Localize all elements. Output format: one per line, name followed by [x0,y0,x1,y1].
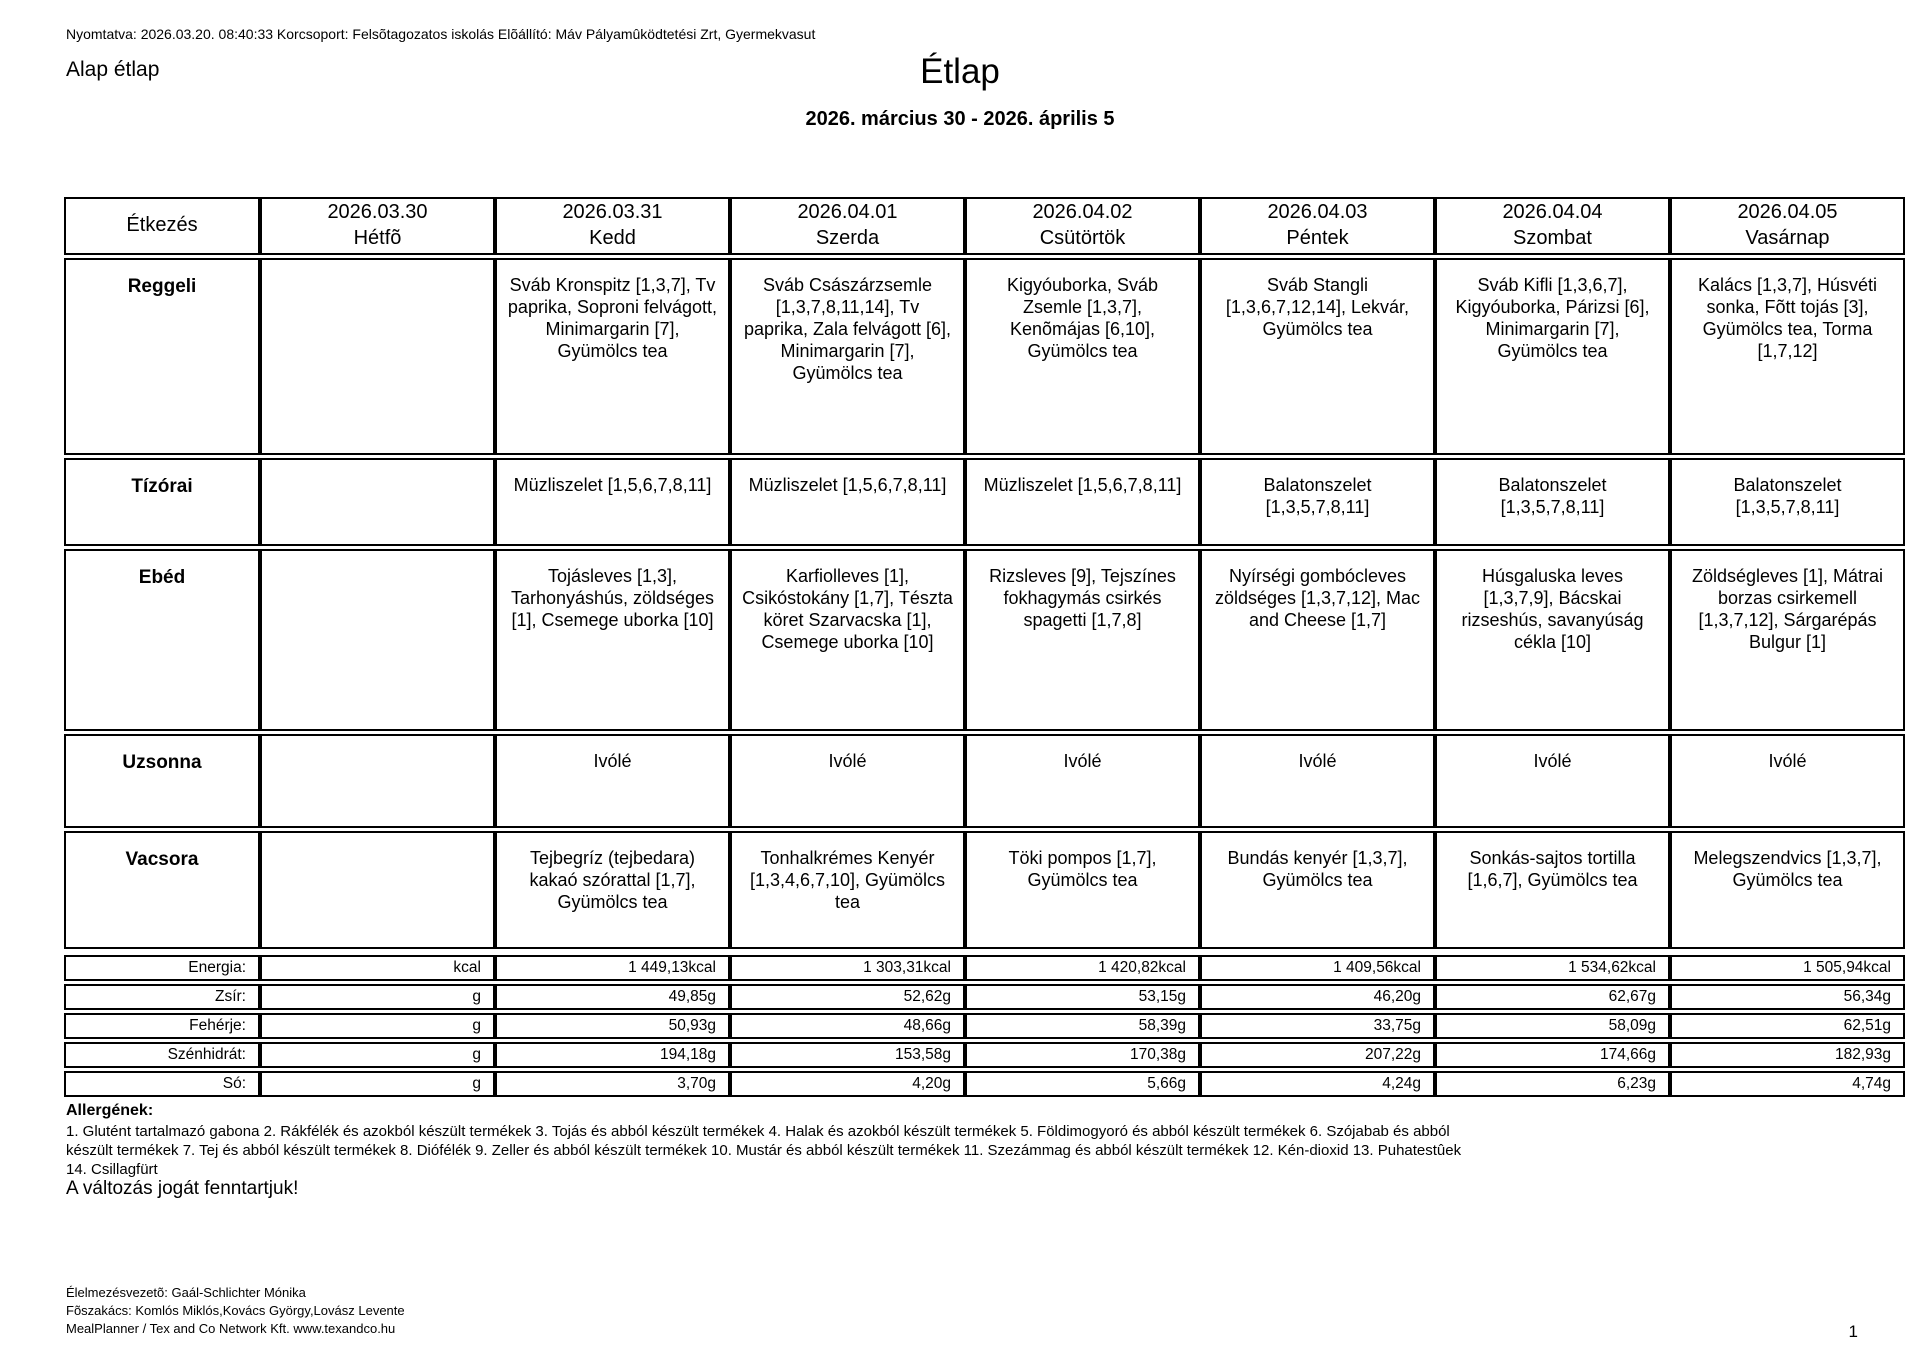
footer-line: Élelmezésvezetõ: Gaál-Schlichter Mónika [66,1285,306,1300]
row-label-tizorai: Tízórai [64,458,260,546]
day-header [1435,197,1670,255]
day-weekday: Kedd [589,227,636,249]
header-row [64,197,1905,255]
day-date: 2026.03.31 [562,201,663,224]
page-number: 1 [1848,1322,1858,1341]
nutrition-value: 1 409,56kcal [1200,955,1435,981]
day-header [730,197,965,255]
menu-type-label: Alap étlap [66,58,160,81]
nutrition-value: 6,23g [1435,1071,1670,1097]
nutrition-value: 58,39g [965,1013,1200,1039]
nutrition-row-so [64,1071,1905,1097]
row-label-vacsora: Vacsora [64,831,260,949]
day-date: 2026.03.30 [327,201,428,224]
nutrition-value: 53,15g [965,984,1200,1010]
nutrition-label: Szénhidrát: [64,1042,260,1068]
footer [66,1284,405,1339]
day-weekday: Vasárnap [1745,227,1830,249]
nutrition-value: 48,66g [730,1013,965,1039]
change-notice: A változás jogát fenntartjuk! [66,1178,299,1199]
nutrition-unit: g [260,1071,495,1097]
menu-cell: Tonhalkrémes Kenyér [1,3,4,6,7,10], Gyümölcs tea [730,831,965,949]
nutrition-value: 4,20g [730,1071,965,1097]
menu-cell: Sváb Kronspitz [1,3,7], Tv paprika, Soproni felvágott, Minimargarin [7], Gyümölcs tea [495,258,730,455]
nutrition-value: 174,66g [1435,1042,1670,1068]
nutrition-value: 4,74g [1670,1071,1905,1097]
meal-row-uzsonna [64,734,1905,828]
day-header [1670,197,1905,255]
day-header [965,197,1200,255]
menu-cell [260,258,495,455]
meal-row-vacsora [64,831,1905,949]
nutrition-label: Só: [64,1071,260,1097]
allergens-section [66,1102,1466,1180]
menu-cell: Bundás kenyér [1,3,7], Gyümölcs tea [1200,831,1435,949]
nutrition-value: 1 534,62kcal [1435,955,1670,981]
menu-cell: Töki pompos [1,7], Gyümölcs tea [965,831,1200,949]
menu-table [64,194,1905,952]
day-weekday: Hétfõ [353,227,402,249]
day-weekday: Péntek [1286,227,1349,249]
menu-cell: Sváb Kifli [1,3,6,7], Kigyóuborka, Párizsi [6], Minimargarin [7], Gyümölcs tea [1435,258,1670,455]
meal-row-reggeli [64,258,1905,455]
day-date: 2026.04.02 [1032,201,1133,224]
nutrition-label: Zsír: [64,984,260,1010]
menu-cell: Balatonszelet [1,3,5,7,8,11] [1435,458,1670,546]
menu-cell: Müzliszelet [1,5,6,7,8,11] [965,458,1200,546]
day-weekday: Szerda [815,227,880,249]
meal-row-tizorai [64,458,1905,546]
menu-cell: Kigyóuborka, Sváb Zsemle [1,3,7], Kenõmájas [6,10], Gyümölcs tea [965,258,1200,455]
day-header [1200,197,1435,255]
day-date: 2026.04.05 [1737,201,1838,224]
nutrition-value: 49,85g [495,984,730,1010]
nutrition-value: 5,66g [965,1071,1200,1097]
menu-cell: Húsgaluska leves [1,3,7,9], Bácskai rizseshús, savanyúság cékla [10] [1435,549,1670,731]
meal-row-ebed [64,549,1905,731]
nutrition-row-zsir [64,984,1905,1010]
menu-cell: Müzliszelet [1,5,6,7,8,11] [730,458,965,546]
row-label-reggeli: Reggeli [64,258,260,455]
nutrition-value: 153,58g [730,1042,965,1068]
day-weekday: Csütörtök [1039,227,1126,249]
menu-cell: Ivólé [730,734,965,828]
day-weekday: Szombat [1513,227,1592,249]
menu-cell [260,831,495,949]
nutrition-value: 62,51g [1670,1013,1905,1039]
day-date: 2026.04.01 [797,201,898,224]
menu-cell: Tojásleves [1,3], Tarhonyáshús, zöldséges [1], Csemege uborka [10] [495,549,730,731]
nutrition-row-szenhidrat [64,1042,1905,1068]
allergens-heading: Allergének: [66,1102,154,1119]
menu-cell: Nyírségi gombócleves zöldséges [1,3,7,12], Mac and Cheese [1,7] [1200,549,1435,731]
nutrition-value: 52,62g [730,984,965,1010]
print-info: Nyomtatva: 2026.03.20. 08:40:33 Korcsoport: Felsõtagozatos iskolás Elõállító: Máv Pályamûködtetési Zrt, Gyermekvasut [66,26,816,42]
page-title: Étlap [920,52,1000,91]
nutrition-value: 58,09g [1435,1013,1670,1039]
menu-cell: Sváb Császárzsemle [1,3,7,8,11,14], Tv paprika, Zala felvágott [6], Minimargarin [7], Gyümölcs tea [730,258,965,455]
menu-cell: Karfiolleves [1], Csikóstokány [1,7], Tészta köret Szarvacska [1], Csemege uborka [10] [730,549,965,731]
row-label-ebed: Ebéd [64,549,260,731]
nutrition-value: 4,24g [1200,1071,1435,1097]
nutrition-label: Fehérje: [64,1013,260,1039]
menu-cell: Ivólé [1200,734,1435,828]
day-header [495,197,730,255]
nutrition-value: 3,70g [495,1071,730,1097]
corner-label: Étkezés [64,197,260,255]
menu-cell [260,458,495,546]
menu-cell: Sonkás-sajtos tortilla [1,6,7], Gyümölcs tea [1435,831,1670,949]
nutrition-value: 194,18g [495,1042,730,1068]
day-header [260,197,495,255]
nutrition-value: 1 449,13kcal [495,955,730,981]
nutrition-value: 207,22g [1200,1042,1435,1068]
allergens-text: 1. Glutént tartalmazó gabona 2. Rákfélék és azokból készült termékek 3. Tojás és abból készült termékek 4. Halak és azokból készült termékek 5. Földimogyoró és abból készült termékek 6. Szójabab és abból készült termékek 7. Tej és abból készült termékek 8. Diófélék 9. Zeller és abból készült termékek 10. Mustár és abból készült termékek 11. Szezámmag és abból készült termékek 12. Kén-dioxid 13. Puhatestûek 14. Csillagfürt [66,1123,1462,1178]
footer-line: MealPlanner / Tex and Co Network Kft. www.texandco.hu [66,1321,396,1337]
menu-cell [260,549,495,731]
menu-cell: Kalács [1,3,7], Húsvéti sonka, Fõtt tojás [3], Gyümölcs tea, Torma [1,7,12] [1670,258,1905,455]
menu-cell: Müzliszelet [1,5,6,7,8,11] [495,458,730,546]
nutrition-value: 1 303,31kcal [730,955,965,981]
nutrition-value: 1 505,94kcal [1670,955,1905,981]
menu-cell: Sváb Stangli [1,3,6,7,12,14], Lekvár, Gyümölcs tea [1200,258,1435,455]
day-date: 2026.04.03 [1267,201,1368,224]
nutrition-row-feherje [64,1013,1905,1039]
nutrition-value: 56,34g [1670,984,1905,1010]
menu-cell: Ivólé [495,734,730,828]
nutrition-unit: g [260,984,495,1010]
footer-line: Fõszakács: Komlós Miklós,Kovács György,Lovász Levente [66,1303,405,1319]
nutrition-label: Energia: [64,955,260,981]
menu-cell: Rizsleves [9], Tejszínes fokhagymás csirkés spagetti [1,7,8] [965,549,1200,731]
menu-cell: Tejbegríz (tejbedara) kakaó szórattal [1,7], Gyümölcs tea [495,831,730,949]
menu-cell: Melegszendvics [1,3,7], Gyümölcs tea [1670,831,1905,949]
row-label-uzsonna: Uzsonna [64,734,260,828]
nutrition-row-energia [64,955,1905,981]
menu-cell [260,734,495,828]
nutrition-unit: g [260,1042,495,1068]
nutrition-value: 33,75g [1200,1013,1435,1039]
menu-cell: Zöldségleves [1], Mátrai borzas csirkemell [1,3,7,12], Sárgarépás Bulgur [1] [1670,549,1905,731]
nutrition-value: 170,38g [965,1042,1200,1068]
nutrition-table [64,952,1905,1100]
menu-cell: Ivólé [965,734,1200,828]
menu-cell: Balatonszelet [1,3,5,7,8,11] [1670,458,1905,546]
nutrition-value: 46,20g [1200,984,1435,1010]
menu-cell: Balatonszelet [1,3,5,7,8,11] [1200,458,1435,546]
nutrition-value: 1 420,82kcal [965,955,1200,981]
nutrition-unit: kcal [260,955,495,981]
date-range: 2026. március 30 - 2026. április 5 [805,108,1115,130]
menu-cell: Ivólé [1670,734,1905,828]
nutrition-value: 182,93g [1670,1042,1905,1068]
nutrition-value: 50,93g [495,1013,730,1039]
menu-cell: Ivólé [1435,734,1670,828]
nutrition-value: 62,67g [1435,984,1670,1010]
day-date: 2026.04.04 [1502,201,1603,224]
nutrition-unit: g [260,1013,495,1039]
